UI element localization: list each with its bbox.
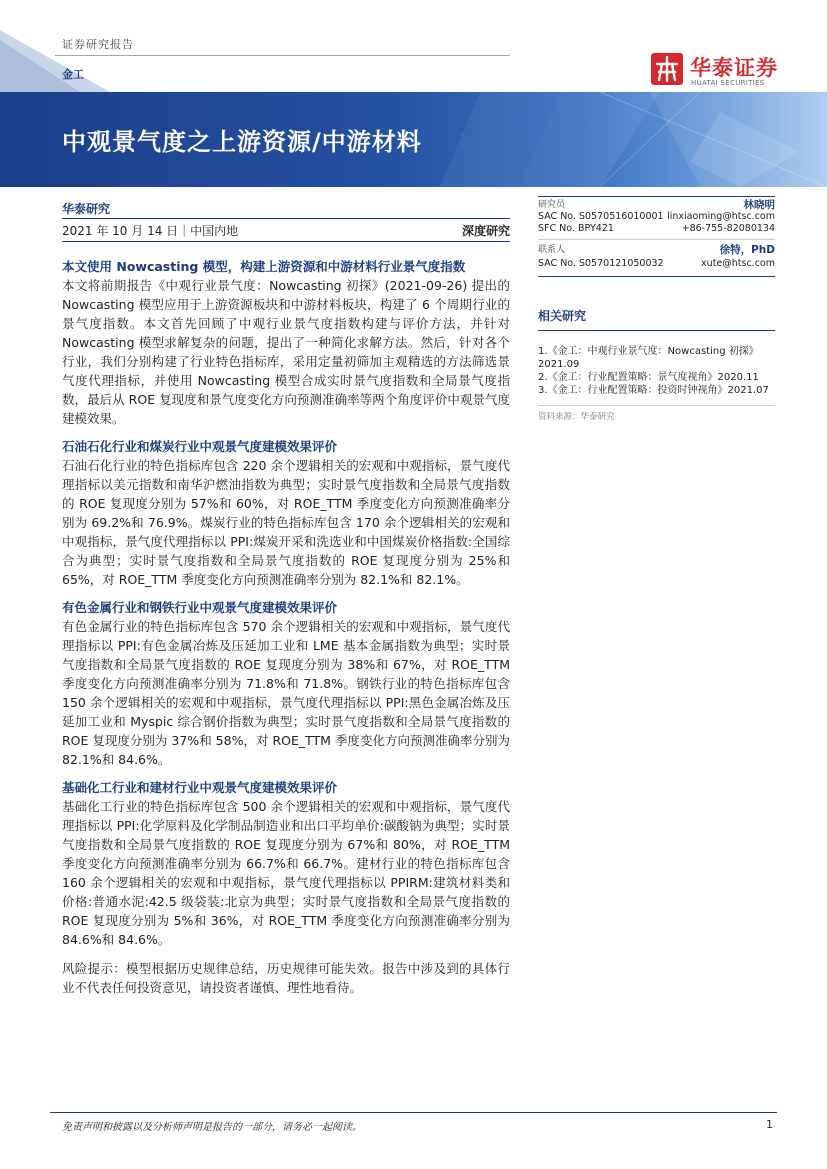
department-label: 金工 (62, 68, 84, 81)
section-title: 本文使用 Nowcasting 模型，构建上游资源和中游材料行业景气度指数 (62, 259, 466, 274)
doc-type-label: 证券研究报告 (62, 38, 134, 51)
logo-mark-icon (650, 52, 684, 86)
analyst-name: 徐特，PhD (719, 244, 775, 256)
section-body: 本文将前期报告《中观行业景气度：Nowcasting 初探》(2021-09-26) 提出的 Nowcasting 模型应用于上游资源板块和中游材料板块，构建了 6 个周期行业的景气度指数。本文首先回顾了中观行业景气度指数构建与评价方法，并针对 Nowcasting 模型求解复杂的问题，提出了一种简化求解方法。然后，针对各个行业，我们分别构建了行业特色指标库，采用定量初筛加主观精选的方法筛选景气度代理指标，并使用 Nowcasting 模型合成实时景气度指数和全局景气度指数，最后从 ROE 复现度和景气度变化方向预测准确率等两个角度评价中观景气度建模效果。 (62, 278, 510, 426)
section (62, 258, 510, 428)
related-list (538, 345, 775, 397)
analyst-email[interactable]: linxiaoming@htsc.com (667, 211, 775, 222)
page-number: 1 (766, 1118, 773, 1131)
section (62, 779, 510, 949)
sidebar-top-rule (538, 196, 775, 197)
logo-name-cn: 华泰证券 (690, 56, 778, 80)
date-line (62, 222, 510, 239)
meta-top-rule (62, 218, 510, 219)
analyst-1-sac (538, 211, 775, 223)
analyst-sfc: SFC No. BPY421 (538, 223, 614, 234)
logo-name-en: HUATAI SECURITIES (691, 79, 765, 87)
analyst-divider (538, 239, 775, 240)
main-content (62, 258, 510, 997)
report-title: 中观景气度之上游资源/中游材料 (62, 128, 422, 156)
related-item-date: 2021.09 (538, 359, 580, 370)
analyst-name: 林晓明 (743, 199, 775, 211)
analyst-email[interactable]: xute@htsc.com (701, 258, 775, 269)
analyst-2-sac (538, 258, 775, 270)
section (62, 438, 510, 589)
analyst-role: 联系人 (538, 245, 566, 255)
section-title: 有色金属行业和钢铁行业中观景气度建模效果评价 (62, 600, 338, 615)
section-body: 基础化工行业的特色指标库包含 500 余个逻辑相关的宏观和中观指标，景气度代理指标以 PPI:化学原料及化学制品制造业和出口平均单价:碳酸钠为典型；实时景气度指数和全局景气度指数的 ROE 复现度分别为 67%和 80%，对 ROE_TTM 季度变化方向预测准确率分别为 66.7%和 66.7%。建材行业的特色指标库包含 160 余个逻辑相关的宏观和中观指标，景气度代理指标以 PPIRM:建筑材料类和价格:普通水泥:42.5 级袋装:北京为典型；实时景气度指数和全局景气度指数的 ROE 复现度分别为 5%和 36%，对 ROE_TTM 季度变化方向预测准确率分别为 84.6%和 84.6%。 (62, 799, 510, 947)
analyst-role: 研究员 (538, 200, 566, 210)
analyst-2-header (538, 244, 775, 258)
risk-notice: 风险提示：模型根据历史规律总结，历史规律可能失效。报告中涉及到的具体行业不代表任何投资意见，请投资者谨慎、理性地看待。 (62, 961, 510, 995)
report-type: 深度研究 (461, 224, 510, 238)
analyst-sac: SAC No. S0570121050032 (538, 258, 664, 269)
meta-bottom-rule (62, 241, 510, 242)
page-header (0, 0, 827, 92)
analyst-1-header (538, 199, 775, 211)
footer-disclaimer: 免责声明和披露以及分析师声明是报告的一部分，请务必一起阅读。 (62, 1122, 362, 1133)
related-item[interactable]: 1.《金工：中观行业景气度：Nowcasting 初探》 (538, 346, 759, 357)
series-label: 华泰研究 (62, 202, 111, 216)
sidebar-analyst-end-rule (538, 276, 775, 277)
section-body: 有色金属行业的特色指标库包含 570 余个逻辑相关的宏观和中观指标，景气度代理指标以 PPI:有色金属冶炼及压延加工业和 LME 基本金属指数为典型；实时景气度指数和全局景气度指数的 ROE 复现度分别为 38%和 67%，对 ROE_TTM 季度变化方向预测准确率分别为 71.8%和 71.8%。钢铁行业的特色指标库包含 150 余个逻辑相关的宏观和中观指标，景气度代理指标以 PPI:黑色金属冶炼及压延加工业和 Myspic 综合钢价指数为典型；实时景气度指数和全局景气度指数的 ROE 复现度分别为 37%和 58%，对 ROE_TTM 季度变化方向预测准确率分别为 82.1%和 84.6%。 (62, 619, 510, 767)
source-note: 资料来源：华泰研究 (538, 412, 615, 422)
header-divider (55, 55, 510, 56)
section-title: 石油石化行业和煤炭行业中观景气度建模效果评价 (62, 439, 338, 454)
related-item[interactable]: 3.《金工：行业配置策略：投资时钟视角》2021.07 (538, 385, 769, 396)
related-heading-rule (538, 330, 775, 331)
footer-rule (50, 1112, 777, 1113)
section-title: 基础化工行业和建材行业中观景气度建模效果评价 (62, 780, 338, 795)
related-end-rule (538, 405, 775, 406)
sidebar (538, 196, 775, 422)
analyst-sac: SAC No. S0570516010001 (538, 211, 664, 222)
analyst-phone: +86-755-82080134 (681, 223, 775, 234)
related-research-heading: 相关研究 (538, 309, 587, 323)
date-region: 2021 年 10 月 14 日｜中国内地 (62, 224, 239, 238)
section-body: 石油石化行业的特色指标库包含 220 余个逻辑相关的宏观和中观指标，景气度代理指标以美元指数和南华沪燃油指数为典型；实时景气度指数和全局景气度指数的 ROE 复现度分别为 57%和 60%，对 ROE_TTM 季度变化方向预测准确率分别为 69.2%和 76.9%。煤炭行业的特色指标库包含 170 余个逻辑相关的宏观和中观指标，景气度代理指标以 PPI:煤炭开采和洗选业和中国煤炭价格指数:全国综合为典型；实时景气度指数和全局景气度指数的 ROE 复现度分别为 25%和 65%，对 ROE_TTM 季度变化方向预测准确率分别为 82.1%和 82.1%。 (62, 458, 510, 587)
company-logo (650, 52, 790, 92)
related-item[interactable]: 2.《金工：行业配置策略：景气度视角》2020.11 (538, 372, 759, 383)
analyst-1-sfc (538, 223, 775, 235)
title-banner (0, 92, 827, 187)
section (62, 599, 510, 769)
